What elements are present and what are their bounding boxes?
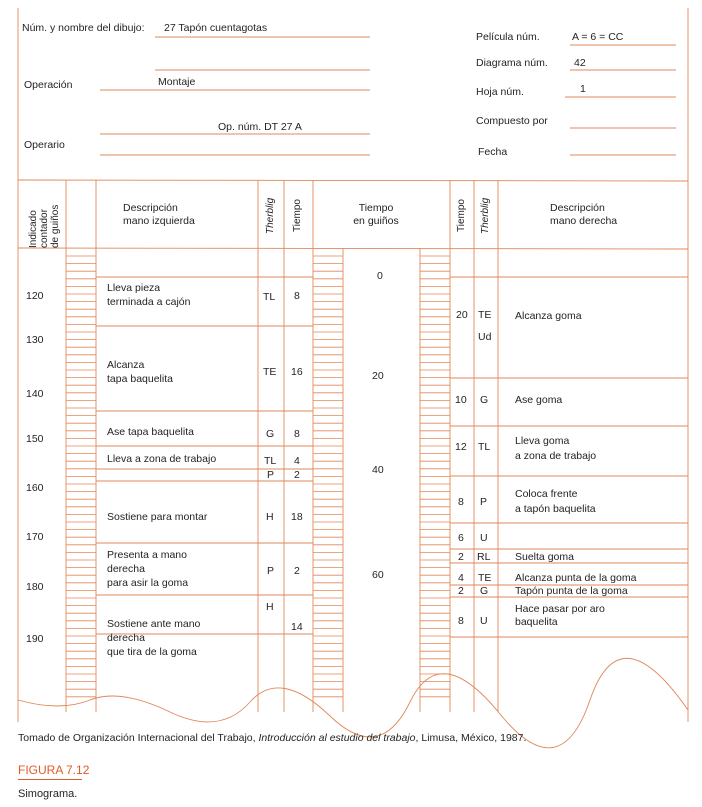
center-header: Tiempo en guiños [353,202,399,227]
left-tiempo: 4 [294,455,300,467]
center-tick-label: 0 [377,270,383,282]
counter-label: 160 [26,482,44,494]
left-tiempo: 8 [294,290,300,302]
counter-label: 180 [26,581,44,593]
center-tick-label: 20 [372,370,384,382]
right-tiempo: 6 [458,532,464,544]
right-desc-header: Descripción mano derecha [550,202,618,227]
right-tiempo: 8 [458,496,464,508]
left-desc: Ase tapa baquelita [107,426,194,438]
right-therblig: G [480,394,489,406]
film-label: Película núm. [476,31,540,43]
right-desc: Suelta goma [515,551,574,563]
op-number: Op. núm. DT 27 A [218,121,302,133]
right-tiempo: 2 [458,585,464,597]
right-desc: Alcanza punta de la goma [515,572,637,584]
right-desc: Coloca frente a tapón baquelita [515,488,596,515]
sheet-label: Hoja núm. [476,86,524,98]
counter-label: 150 [26,433,44,445]
right-desc: Tapón punta de la goma [515,585,628,597]
right-therblig: U [480,532,488,544]
drawing-label: Núm. y nombre del dibujo: [22,22,145,34]
left-desc: Lleva a zona de trabajo [107,453,217,465]
center-tick-label: 60 [372,569,384,581]
right-tiempo: 2 [458,551,464,563]
counter-header: Indicado contador de guiños [28,204,61,248]
left-desc: Presenta a mano derecha para asir la goma [107,549,189,589]
diagram-label: Diagrama núm. [476,57,548,69]
right-tiempo: 10 [455,394,467,406]
left-desc: Alcanza tapa baquelita [107,359,173,385]
sheet-value: 1 [580,83,586,95]
right-therblig: TL [478,441,491,453]
right-therblig: G [480,585,489,597]
left-therblig: G [266,428,275,440]
therblig-header-right: Therblig [480,197,491,234]
composed-label: Compuesto por [476,115,548,127]
left-therblig: H [266,601,274,613]
operator-label: Operario [24,139,65,151]
film-value: A = 6 = CC [572,31,624,43]
left-therblig: TE [263,366,277,378]
tiempo-header-left: Tiempo [292,199,303,232]
left-tiempo: 14 [291,621,303,633]
counter-label: 170 [26,531,44,543]
right-tiempo: 20 [456,309,468,321]
left-therblig: H [266,511,274,523]
right-desc: Ase goma [515,394,563,406]
counter-label: 190 [26,633,44,645]
operation-value: Montaje [158,76,196,88]
right-therblig: P [480,496,488,508]
drawing-value: 27 Tapón cuentagotas [164,22,268,34]
left-tiempo: 18 [291,511,303,523]
right-desc: Alcanza goma [515,310,582,322]
left-therblig: TL [264,455,277,467]
right-tiempo: 4 [458,572,464,584]
operation-label: Operación [24,79,73,91]
therblig-header-left: Therblig [265,197,276,234]
right-therblig: Ud [478,331,492,343]
left-therblig: P [267,565,275,577]
right-tiempo: 8 [458,615,464,627]
figure-label-underline [18,779,82,780]
figure-title: Simograma. [18,788,78,800]
right-desc: Lleva goma a zona de trabajo [515,435,597,462]
right-therblig: RL [477,551,491,563]
counter-label: 130 [26,334,44,346]
tiempo-header-right: Tiempo [456,199,467,232]
left-therblig: P [267,469,275,481]
left-tiempo: 2 [294,469,300,481]
figure-label: FIGURA 7.12 [18,763,90,777]
left-desc: Sostiene ante mano derecha que tira de la goma [107,618,201,658]
left-desc: Sostiene para montar [107,511,208,523]
center-tick-label: 40 [372,464,384,476]
left-tiempo: 16 [291,366,303,378]
left-desc-header: Descripción mano izquierda [123,202,195,227]
diagram-value: 42 [574,57,586,69]
counter-label: 140 [26,388,44,400]
left-tiempo: 2 [294,565,300,577]
date-label: Fecha [478,146,508,158]
right-therblig: TE [478,572,492,584]
source-citation: Tomado de Organización Internacional del Trabajo, Introducción al estudio del trabajo, Limusa, México, 1987. [18,732,527,744]
left-desc: Lleva pieza terminada a cajón [107,282,191,308]
counter-label: 120 [26,290,44,302]
right-desc: Hace pasar por aro baquelita [515,603,605,628]
left-therblig: TL [263,291,276,303]
right-tiempo: 12 [455,441,467,453]
right-therblig: U [480,615,488,627]
left-tiempo: 8 [294,428,300,440]
right-therblig: TE [478,309,492,321]
